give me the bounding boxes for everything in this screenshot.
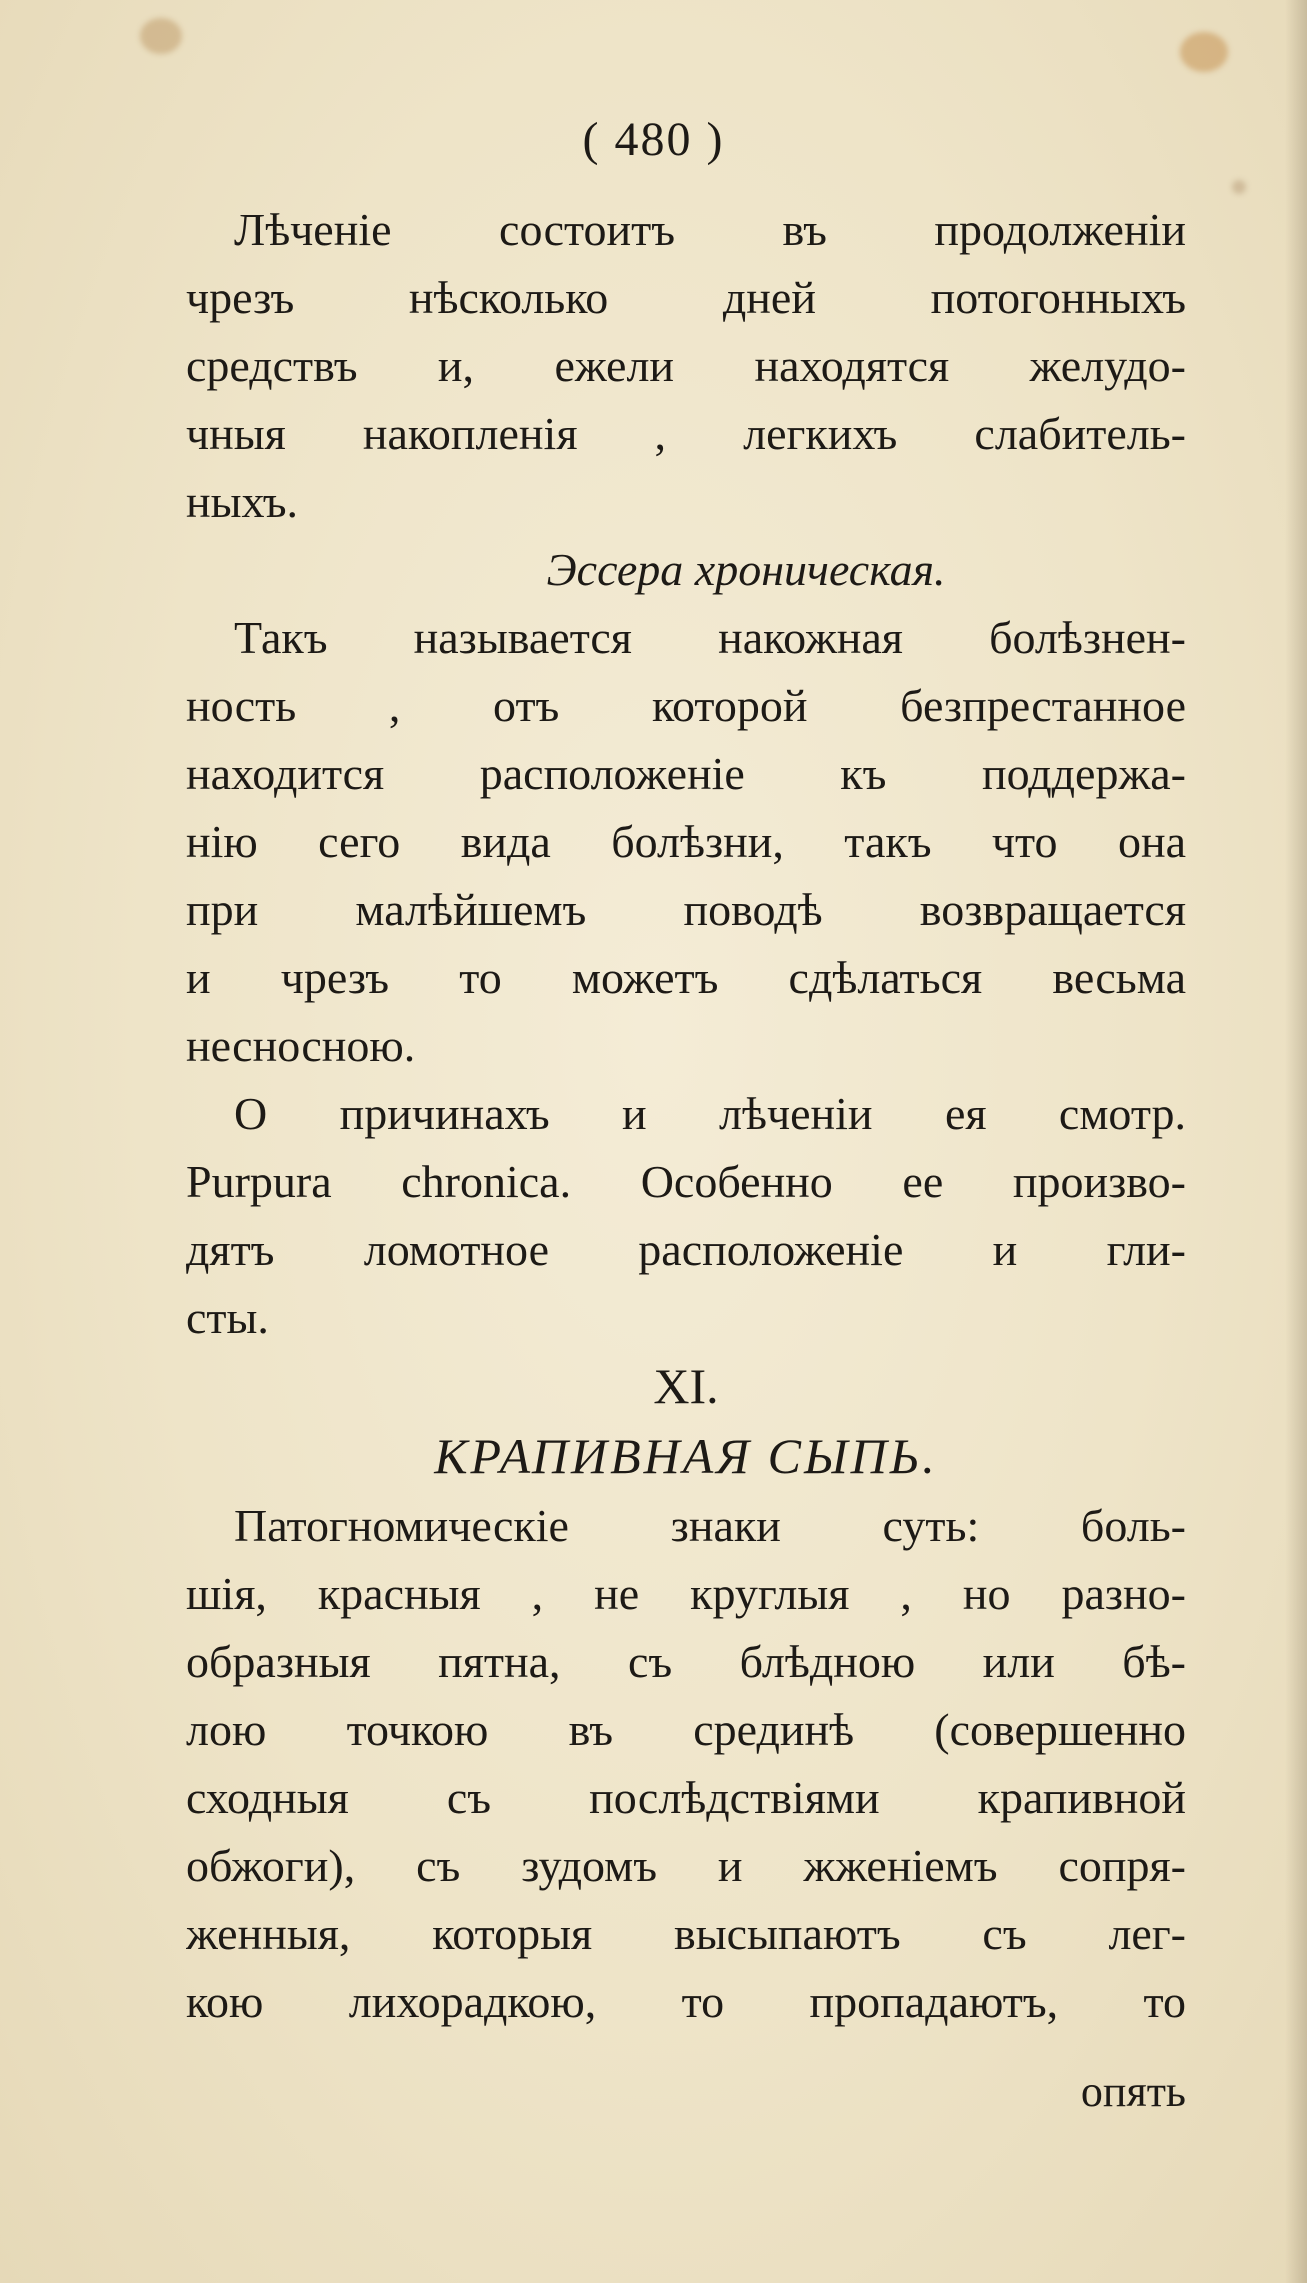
text-line: ныхъ. bbox=[186, 476, 299, 527]
text-line: дятъ ломотное расположеніе и гли- bbox=[186, 1224, 1186, 1275]
text-line: обжоги), съ зудомъ и жженіемъ сопря- bbox=[186, 1840, 1186, 1891]
paragraph-treatment bbox=[186, 196, 1186, 536]
text-line: находится расположеніе къ поддержа- bbox=[186, 748, 1186, 799]
text-line: Патогномическіе знаки суть: боль- bbox=[234, 1500, 1186, 1551]
text-line: сты. bbox=[186, 1292, 269, 1343]
paper-stain bbox=[140, 18, 182, 54]
text-line: кою лихорадкою, то пропадаютъ, то bbox=[186, 1976, 1186, 2027]
paragraph-symptoms bbox=[186, 1492, 1186, 2036]
section-number: XI. bbox=[653, 1358, 719, 1414]
text-line: Purpura chronica. Особенно ее произво- bbox=[186, 1156, 1186, 1207]
page-number: ( 480 ) bbox=[582, 113, 725, 166]
text-line: средствъ и, ежели находятся желудо- bbox=[186, 340, 1186, 391]
paper-stain bbox=[1232, 180, 1246, 194]
page-edge-shadow bbox=[1285, 0, 1307, 2283]
text-line: шія, красныя , не круглыя , но разно- bbox=[186, 1568, 1186, 1619]
paper-stain bbox=[1180, 32, 1228, 72]
text-line: при малѣйшемъ поводѣ возвращается bbox=[186, 884, 1186, 935]
text-line: Лѣченіе состоитъ въ продолженіи bbox=[234, 204, 1186, 255]
text-block bbox=[186, 196, 1186, 2036]
text-line: ность , отъ которой безпрестанное bbox=[186, 680, 1186, 731]
text-line: чныя накопленія , легкихъ слабитель- bbox=[186, 408, 1186, 459]
text-line: сходныя съ послѣдствіями крапивной bbox=[186, 1772, 1186, 1823]
text-line: нію сего вида болѣзни, такъ что она bbox=[186, 816, 1186, 867]
text-line: чрезъ нѣсколько дней потогонныхъ bbox=[186, 272, 1186, 323]
text-line: образныя пятна, съ блѣдною или бѣ- bbox=[186, 1636, 1186, 1687]
section-title: КРАПИВНАЯ СЫПЬ. bbox=[434, 1428, 938, 1484]
paragraph-causes bbox=[186, 1080, 1186, 1352]
text-line: женныя, которыя высыпаютъ съ лег- bbox=[186, 1908, 1186, 1959]
text-line: и чрезъ то можетъ сдѣлаться весьма bbox=[186, 952, 1186, 1003]
text-line: О причинахъ и лѣченіи ея смотр. bbox=[234, 1088, 1186, 1139]
text-line: несносною. bbox=[186, 1020, 416, 1071]
subheading: Эссера хроническая. bbox=[546, 544, 946, 595]
paragraph-definition bbox=[186, 604, 1186, 1080]
text-line: лою точкою въ срединѣ (совершенно bbox=[186, 1704, 1186, 1755]
text-line: Такъ называется накожная болѣзнен- bbox=[234, 612, 1186, 663]
catchword: опять bbox=[1080, 2067, 1186, 2116]
